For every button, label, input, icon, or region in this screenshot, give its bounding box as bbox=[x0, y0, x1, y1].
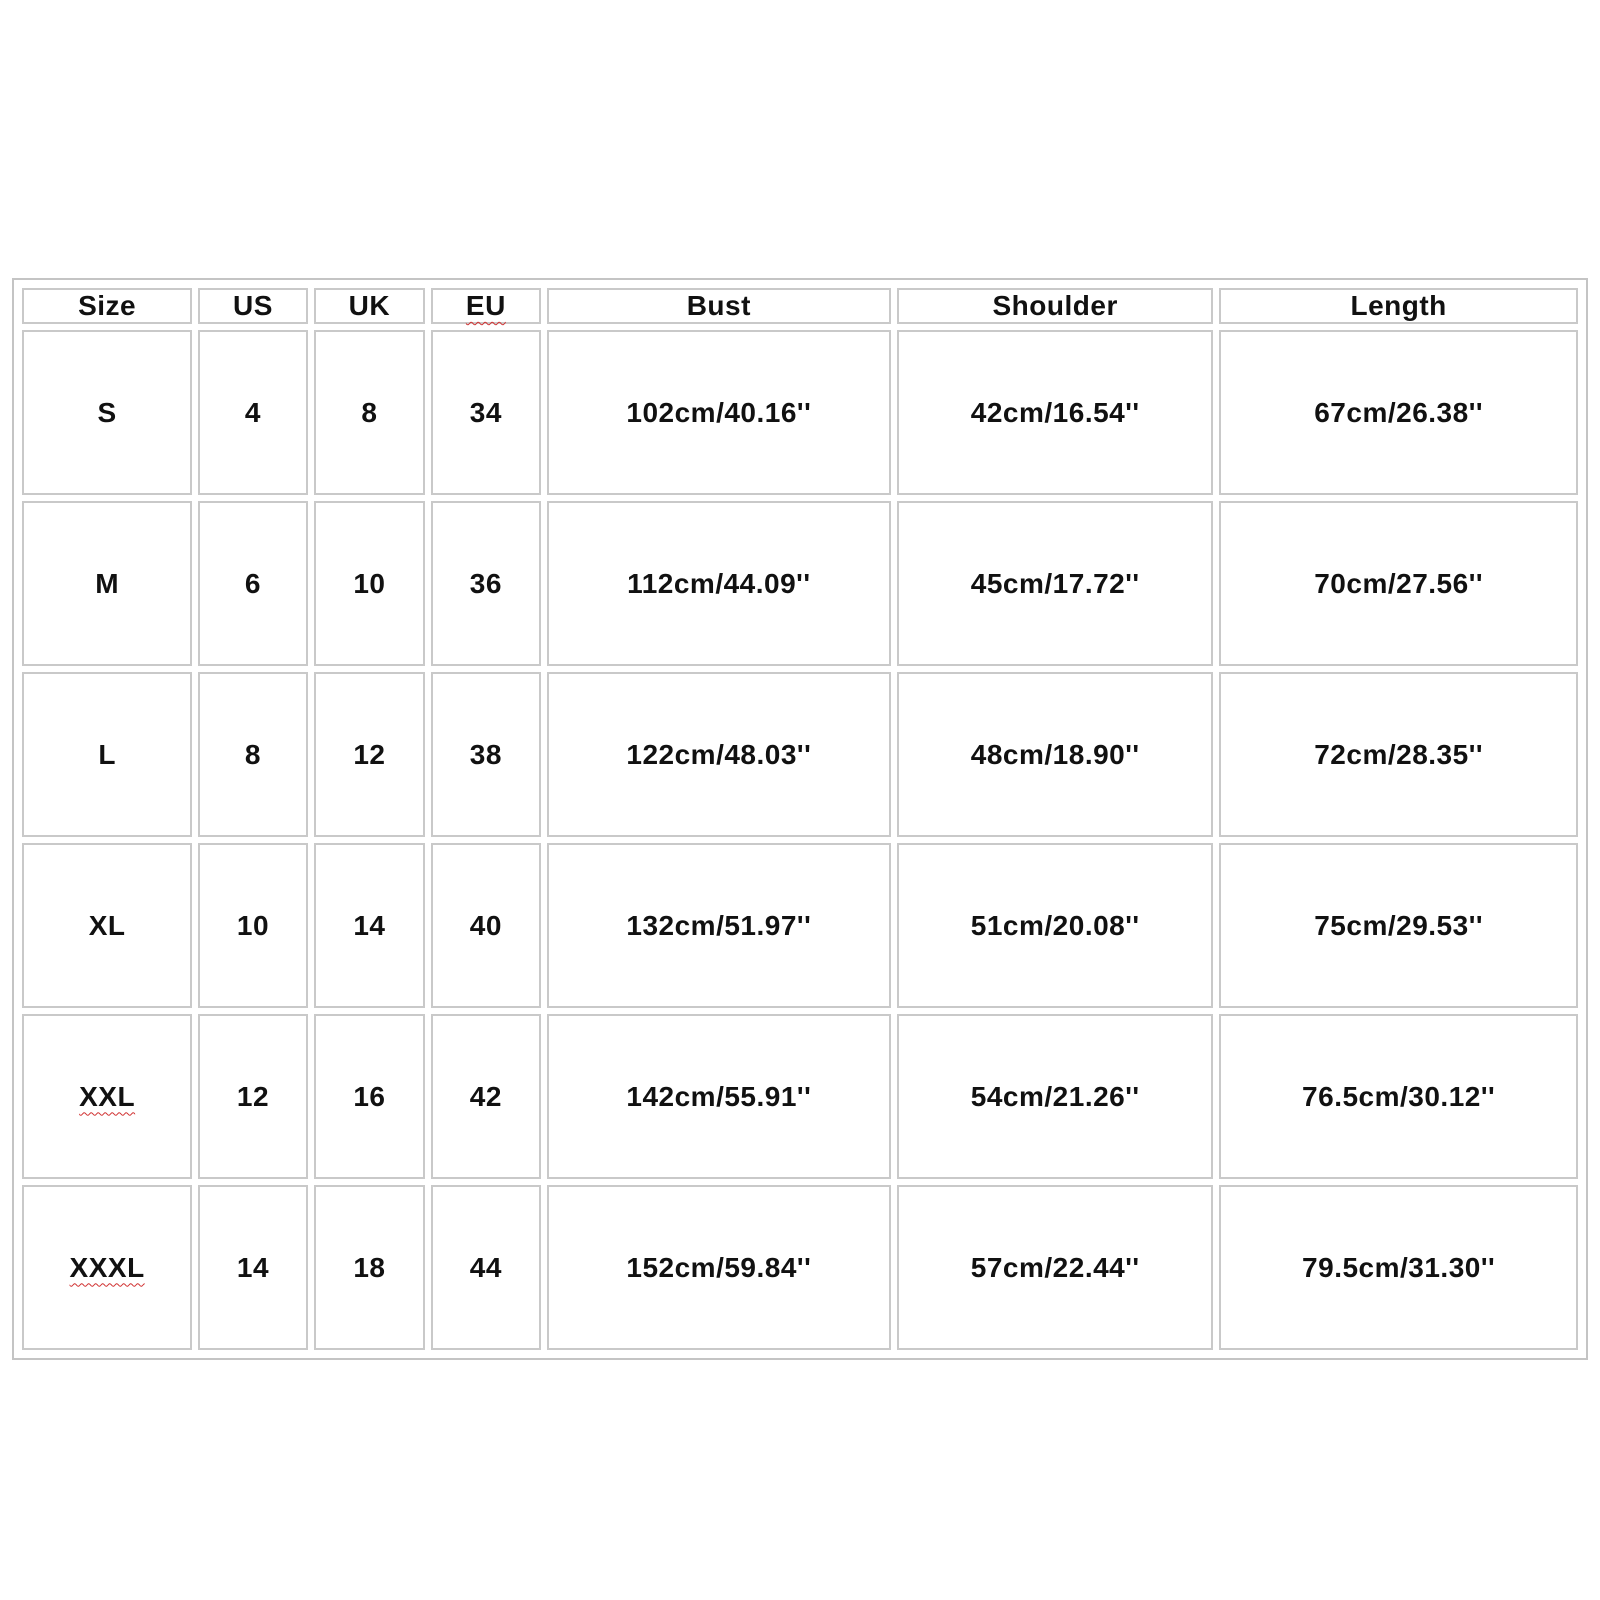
cell-size: S bbox=[22, 330, 192, 495]
cell-uk: 10 bbox=[314, 501, 425, 666]
cell-bust: 112cm/44.09'' bbox=[547, 501, 892, 666]
cell-uk: 16 bbox=[314, 1014, 425, 1179]
cell-size: M bbox=[22, 501, 192, 666]
cell-us: 10 bbox=[198, 843, 307, 1008]
size-chart-table bbox=[16, 282, 1584, 1356]
table-row bbox=[22, 1014, 1578, 1179]
header-length: Length bbox=[1219, 288, 1578, 324]
cell-uk: 8 bbox=[314, 330, 425, 495]
cell-eu: 34 bbox=[431, 330, 540, 495]
cell-shoulder: 51cm/20.08'' bbox=[897, 843, 1213, 1008]
cell-size: L bbox=[22, 672, 192, 837]
cell-us: 14 bbox=[198, 1185, 307, 1350]
table-row bbox=[22, 1185, 1578, 1350]
cell-size bbox=[22, 1185, 192, 1350]
cell-length: 79.5cm/31.30'' bbox=[1219, 1185, 1578, 1350]
cell-eu: 38 bbox=[431, 672, 540, 837]
cell-us: 8 bbox=[198, 672, 307, 837]
cell-bust: 142cm/55.91'' bbox=[547, 1014, 892, 1179]
table-row bbox=[22, 501, 1578, 666]
header-eu bbox=[431, 288, 540, 324]
cell-bust: 152cm/59.84'' bbox=[547, 1185, 892, 1350]
header-us: US bbox=[198, 288, 307, 324]
cell-length: 75cm/29.53'' bbox=[1219, 843, 1578, 1008]
cell-uk: 12 bbox=[314, 672, 425, 837]
cell-bust: 132cm/51.97'' bbox=[547, 843, 892, 1008]
cell-length: 67cm/26.38'' bbox=[1219, 330, 1578, 495]
size-chart bbox=[12, 278, 1588, 1360]
table-row bbox=[22, 843, 1578, 1008]
cell-uk: 14 bbox=[314, 843, 425, 1008]
header-row bbox=[22, 288, 1578, 324]
cell-length: 70cm/27.56'' bbox=[1219, 501, 1578, 666]
cell-shoulder: 42cm/16.54'' bbox=[897, 330, 1213, 495]
cell-eu: 40 bbox=[431, 843, 540, 1008]
table-row bbox=[22, 672, 1578, 837]
header-uk: UK bbox=[314, 288, 425, 324]
cell-size-label: XXL bbox=[79, 1080, 136, 1112]
cell-us: 12 bbox=[198, 1014, 307, 1179]
header-size: Size bbox=[22, 288, 192, 324]
cell-shoulder: 54cm/21.26'' bbox=[897, 1014, 1213, 1179]
cell-size-label: XXXL bbox=[69, 1251, 145, 1283]
header-shoulder: Shoulder bbox=[897, 288, 1213, 324]
cell-shoulder: 45cm/17.72'' bbox=[897, 501, 1213, 666]
cell-shoulder: 48cm/18.90'' bbox=[897, 672, 1213, 837]
cell-size bbox=[22, 1014, 192, 1179]
cell-us: 6 bbox=[198, 501, 307, 666]
cell-eu: 44 bbox=[431, 1185, 540, 1350]
cell-eu: 36 bbox=[431, 501, 540, 666]
cell-length: 72cm/28.35'' bbox=[1219, 672, 1578, 837]
cell-size: XL bbox=[22, 843, 192, 1008]
cell-uk: 18 bbox=[314, 1185, 425, 1350]
cell-bust: 122cm/48.03'' bbox=[547, 672, 892, 837]
cell-eu: 42 bbox=[431, 1014, 540, 1179]
cell-shoulder: 57cm/22.44'' bbox=[897, 1185, 1213, 1350]
cell-us: 4 bbox=[198, 330, 307, 495]
cell-length: 76.5cm/30.12'' bbox=[1219, 1014, 1578, 1179]
cell-bust: 102cm/40.16'' bbox=[547, 330, 892, 495]
table-row bbox=[22, 330, 1578, 495]
header-eu-label: EU bbox=[465, 290, 506, 321]
header-bust: Bust bbox=[547, 288, 892, 324]
